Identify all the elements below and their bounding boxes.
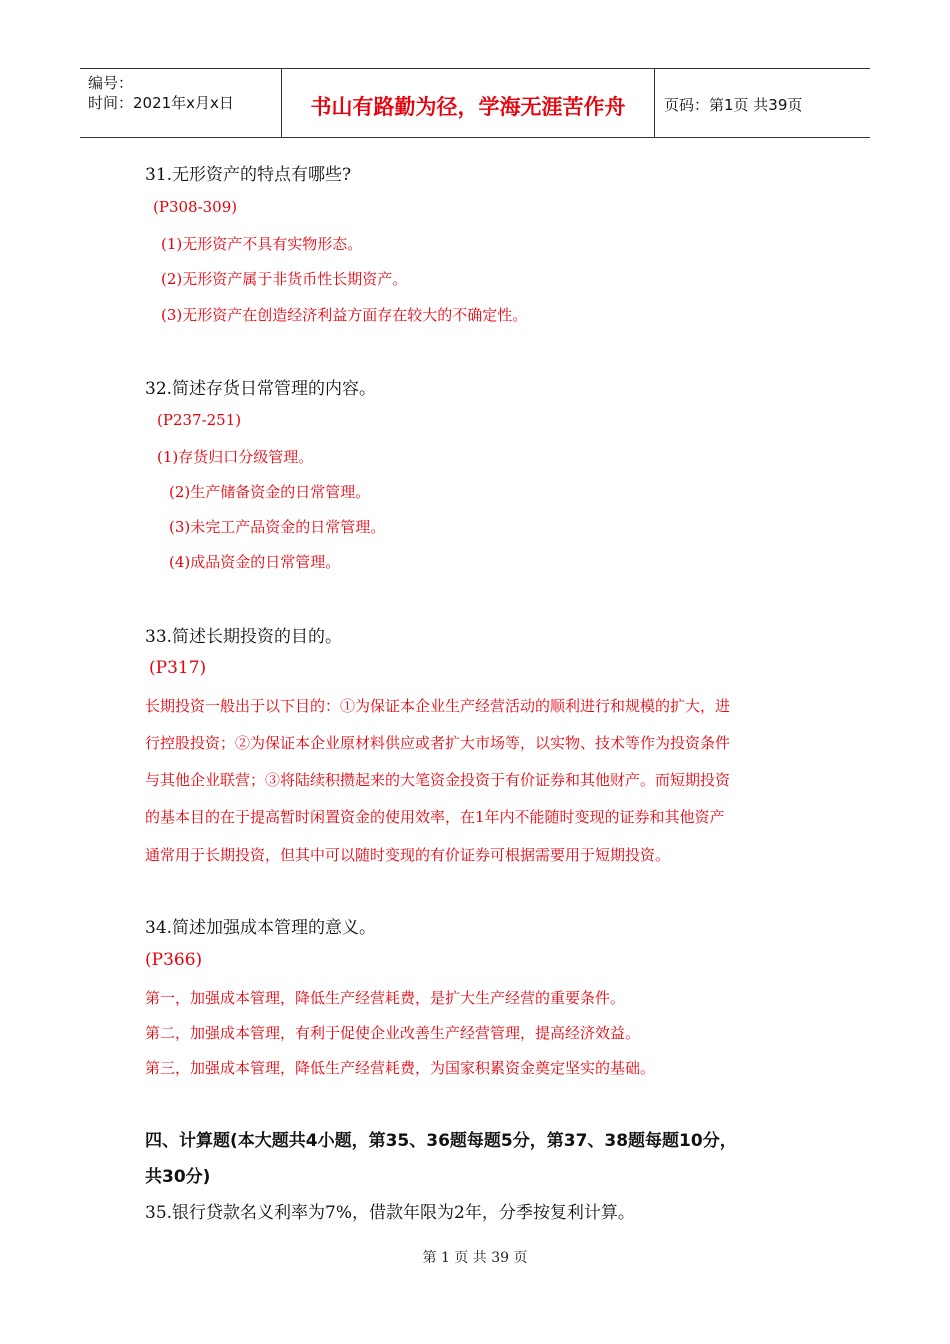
q33-page-ref: (P317) [149,658,207,678]
section-heading: 四、计算题(本大题共4小题，第35、36题每题5分，第37、38题每题10分， [145,1131,737,1151]
q34-answer-item: 第一，加强成本管理，降低生产经营耗费，是扩大生产经营的重要条件。 [145,989,626,1007]
q33-answer-line: 长期投资一般出于以下目的：①为保证本企业生产经营活动的顺利进行和规模的扩大，进 [145,697,731,715]
q32-page-ref: (P237-251) [157,411,242,429]
q34-answer-item: 第三，加强成本管理，降低生产经营耗费，为国家积累资金奠定坚实的基础。 [145,1059,656,1077]
q32-answer-item: (3)未完工产品资金的日常管理。 [169,518,386,536]
q31-answer-item: (1)无形资产不具有实物形态。 [161,235,363,253]
q33-answer-line: 通常用于长期投资，但其中可以随时变现的有价证券可根据需要用于短期投资。 [145,846,671,864]
header-page-number: 页码：第1页 共39页 [664,96,803,114]
q32-answer-item: (4)成品资金的日常管理。 [169,553,341,571]
q33-answer-line: 的基本目的在于提高暂时闲置资金的使用效率，在1年内不能随时变现的证券和其他资产 [145,808,725,826]
header-divider [654,69,655,137]
question-31: 31.无形资产的特点有哪些? [145,165,352,185]
q31-page-ref: (P308-309) [153,198,238,216]
q31-answer-item: (3)无形资产在创造经济利益方面存在较大的不确定性。 [161,306,528,324]
section-heading-cont: 共30分) [145,1167,211,1187]
q34-answer-item: 第二，加强成本管理，有利于促使企业改善生产经营管理，提高经济效益。 [145,1024,641,1042]
q32-answer-item: (2)生产储备资金的日常管理。 [169,483,371,501]
q34-page-ref: (P366) [145,950,203,970]
question-33: 33.简述长期投资的目的。 [145,627,343,647]
header-motto: 书山有路勤为径，学海无涯苦作舟 [310,95,626,119]
q33-answer-line: 行控股投资；②为保证本企业原材料供应或者扩大市场等，以实物、技术等作为投资条件 [145,734,731,752]
question-35: 35.银行贷款名义利率为7%，借款年限为2年，分季按复利计算。 [145,1203,635,1223]
q33-answer-line: 与其他企业联营；③将陆续积攒起来的大笔资金投资于有价证券和其他财产。而短期投资 [145,771,731,789]
header-meta [88,73,234,113]
page-footer: 第 1 页 共 39 页 [422,1250,528,1266]
question-34: 34.简述加强成本管理的意义。 [145,918,377,938]
page-header [80,68,870,138]
q32-answer-item: (1)存货归口分级管理。 [157,448,314,466]
time-label: 时间：2021年x月x日 [88,94,234,112]
question-32: 32.简述存货日常管理的内容。 [145,379,377,399]
q31-answer-item: (2)无形资产属于非货币性长期资产。 [161,270,408,288]
number-label: 编号： [88,74,134,92]
